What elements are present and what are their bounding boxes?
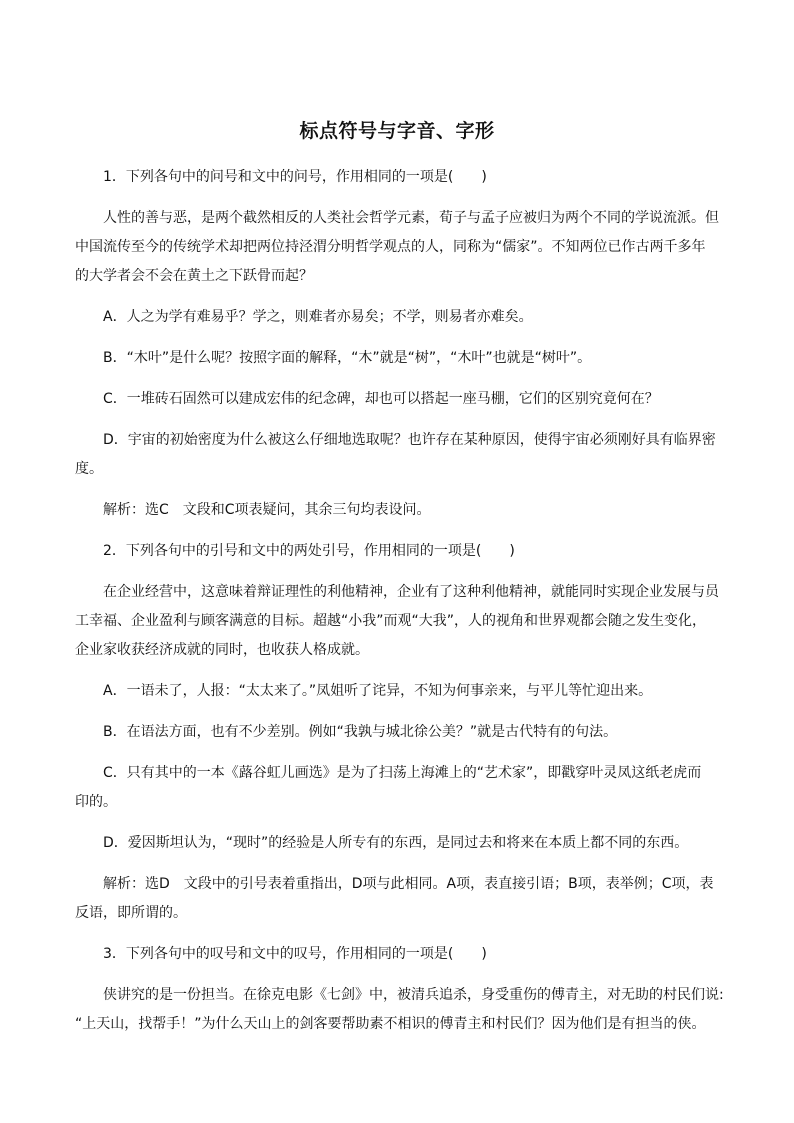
option-line: D．爱因斯坦认为，“现时”的经验是人所专有的东西，是同过去和将来在本质上都不同的东西。 xyxy=(103,835,689,851)
option-block xyxy=(75,718,721,747)
option-line: C．只有其中的一本《蕗谷虹儿画选》是为了扫荡上海滩上的“艺术家”，即戳穿叶灵凤这纸老虎而 xyxy=(103,765,702,781)
option-line: A．一语未了，人报：“太太来了。”凤姐听了诧异，不知为何事亲来，与平儿等忙迎出来。 xyxy=(103,683,653,699)
option-block xyxy=(75,426,721,484)
paragraph-spacer xyxy=(75,291,721,303)
paragraph-spacer xyxy=(75,747,721,759)
paragraph-spacer xyxy=(75,332,721,344)
option-line: A．人之为学有难易乎？学之，则难者亦易矣；不学，则易者亦难矣。 xyxy=(103,309,533,325)
passage-line: 在企业经营中，这意味着辩证理性的利他精神，企业有了这种利他精神，就能同时实现企业发展与员 xyxy=(103,584,719,600)
passage-line: 人性的善与恶，是两个截然相反的人类社会哲学元素，荀子与孟子应被归为两个不同的学说流派。但 xyxy=(103,210,719,226)
paragraph-spacer xyxy=(75,969,721,981)
option-line: 度。 xyxy=(75,461,103,477)
option-line: D．宇宙的初始密度为什么被这么仔细地选取呢？也许存在某种原因，使得宇宙必须刚好具有临界密 xyxy=(103,432,716,448)
passage-line: 企业家收获经济成就的同时，也收获人格成就。 xyxy=(75,642,369,658)
option-block xyxy=(75,829,721,858)
option-block xyxy=(75,303,721,332)
option-line: B．“木叶”是什么呢？按照字面的解释，“木”就是“树”，“木叶”也就是“树叶”。 xyxy=(103,350,592,366)
answer-block xyxy=(75,870,721,928)
paragraph-spacer xyxy=(75,858,721,870)
option-line: B．在语法方面，也有不少差别。例如“我孰与城北徐公美？”就是古代特有的句法。 xyxy=(103,724,618,740)
paragraph-spacer xyxy=(75,414,721,426)
passage-line: “上天山，找帮手！”为什么天山上的剑客要帮助素不相识的傅青主和村民们？因为他们是有担当的侠。 xyxy=(75,1016,706,1032)
paragraph-spacer xyxy=(75,525,721,537)
answer-line: 解析：选C 文段和C项表疑问，其余三句均表设问。 xyxy=(103,502,431,518)
passage-block xyxy=(75,578,721,665)
passage-block xyxy=(75,981,724,1039)
answer-line: 解析：选D 文段中的引号表着重指出，D项与此相同。A项，表直接引语；B项，表举例；C项，表 xyxy=(103,876,714,892)
answer-block xyxy=(75,496,721,525)
question-block xyxy=(75,163,721,192)
paragraph-spacer xyxy=(75,373,721,385)
paragraph-spacer xyxy=(75,706,721,718)
passage-line: 工幸福、企业盈利与顾客满意的目标。超越“小我”而观“大我”，人的视角和世界观都会随之发生变化， xyxy=(75,613,707,629)
passage-line: 中国流传至今的传统学术却把两位持泾渭分明哲学观点的人，同称为“儒家”。不知两位已作古两千多年 xyxy=(75,239,706,255)
page-title: 标点符号与字音、字形 xyxy=(299,120,495,142)
passage-block xyxy=(75,204,721,291)
document-body xyxy=(75,163,724,1039)
option-block xyxy=(75,759,721,817)
question-line: 1．下列各句中的问号和文中的问号，作用相同的一项是( ) xyxy=(103,169,487,185)
paragraph-spacer xyxy=(75,484,721,496)
option-block xyxy=(75,344,721,373)
paragraph-spacer xyxy=(75,817,721,829)
question-line: 3．下列各句中的叹号和文中的叹号，作用相同的一项是( ) xyxy=(103,946,487,962)
question-block xyxy=(75,537,721,566)
question-line: 2．下列各句中的引号和文中的两处引号，作用相同的一项是( ) xyxy=(103,543,515,559)
paragraph-spacer xyxy=(75,192,721,204)
passage-line: 侠讲究的是一份担当。在徐克电影《七剑》中，被清兵追杀，身受重伤的傅青主，对无助的村民们说: xyxy=(103,987,724,1003)
paragraph-spacer xyxy=(75,566,721,578)
question-block xyxy=(75,940,721,969)
passage-line: 的大学者会不会在黄土之下跃骨而起？ xyxy=(75,268,313,284)
option-block xyxy=(75,677,721,706)
paragraph-spacer xyxy=(75,665,721,677)
paragraph-spacer xyxy=(75,928,721,940)
option-line: C．一堆砖石固然可以建成宏伟的纪念碑，却也可以搭起一座马棚，它们的区别究竟何在？ xyxy=(103,391,659,407)
answer-line: 反语，即所谓的。 xyxy=(75,905,187,921)
option-block xyxy=(75,385,721,414)
option-line: 印的。 xyxy=(75,794,117,810)
